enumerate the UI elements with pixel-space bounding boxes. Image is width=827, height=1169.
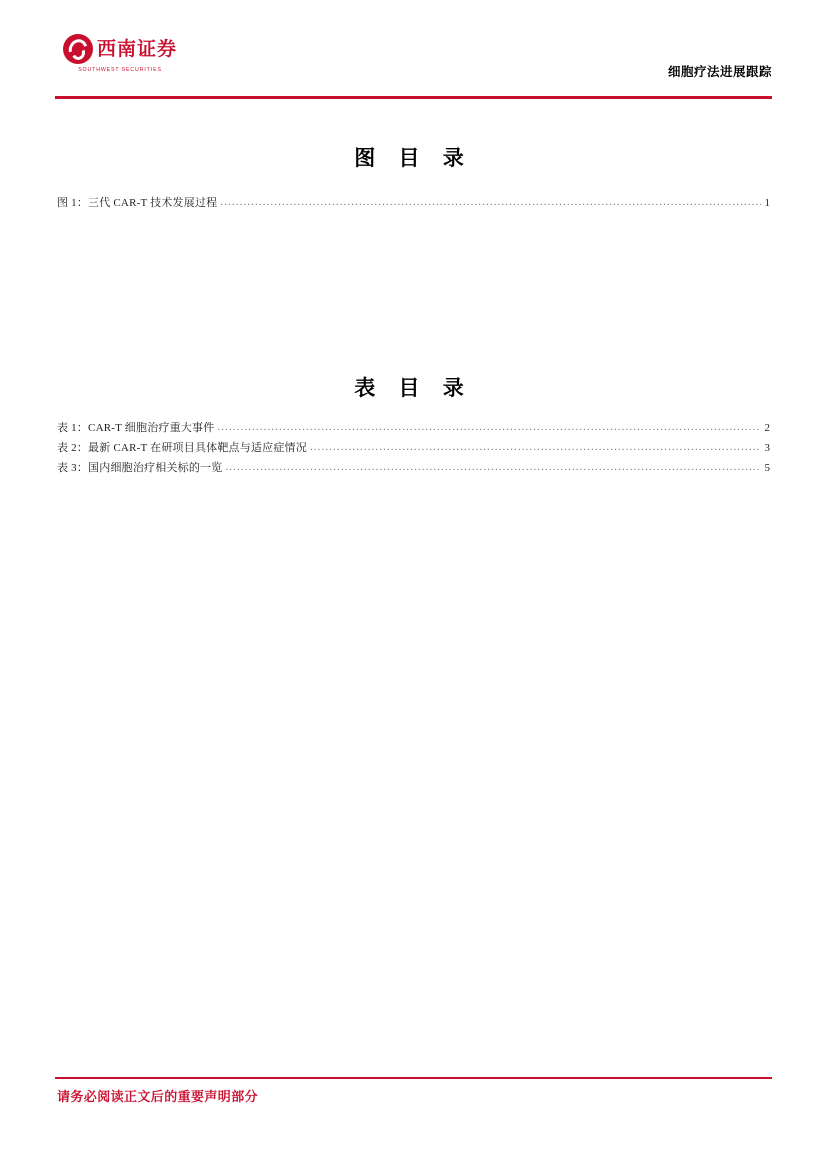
leader-dots (310, 445, 761, 458)
list-item[interactable] (57, 438, 770, 458)
report-series-title: 细胞疗法进展跟踪 (667, 65, 772, 79)
page-header (55, 34, 772, 96)
toc-entry-label: 表 2：最新 CAR-T 在研项目具体靶点与适应症情况 (57, 442, 307, 454)
footer-disclaimer: 请务必阅读正文后的重要声明部分 (57, 1089, 259, 1104)
table-directory-title: 表 目 录 (354, 376, 473, 400)
toc-entry-page: 3 (764, 442, 770, 454)
list-item[interactable] (57, 193, 770, 213)
logo-row (63, 34, 177, 64)
list-item[interactable] (57, 418, 770, 438)
footer-divider (55, 1077, 772, 1079)
figure-directory-title: 图 目 录 (354, 146, 473, 170)
swirl-logo-icon (63, 34, 93, 64)
logo-company-name-en: SOUTHWEST SECURITIES (78, 67, 162, 73)
logo-company-name-cn: 西南证券 (96, 38, 177, 60)
leader-dots (220, 200, 761, 213)
leader-dots (225, 465, 761, 478)
company-logo (55, 34, 185, 73)
table-directory-list (57, 418, 770, 478)
list-item[interactable] (57, 458, 770, 478)
header-divider (55, 96, 772, 99)
leader-dots (217, 425, 761, 438)
toc-entry-page: 1 (764, 197, 770, 209)
toc-entry-label: 表 3：国内细胞治疗相关标的一览 (57, 462, 223, 474)
figure-directory-list (57, 193, 770, 213)
toc-entry-label: 表 1：CAR-T 细胞治疗重大事件 (57, 422, 215, 434)
toc-entry-page: 2 (764, 422, 770, 434)
toc-entry-label: 图 1：三代 CAR-T 技术发展过程 (57, 197, 218, 209)
toc-entry-page: 5 (764, 462, 770, 474)
